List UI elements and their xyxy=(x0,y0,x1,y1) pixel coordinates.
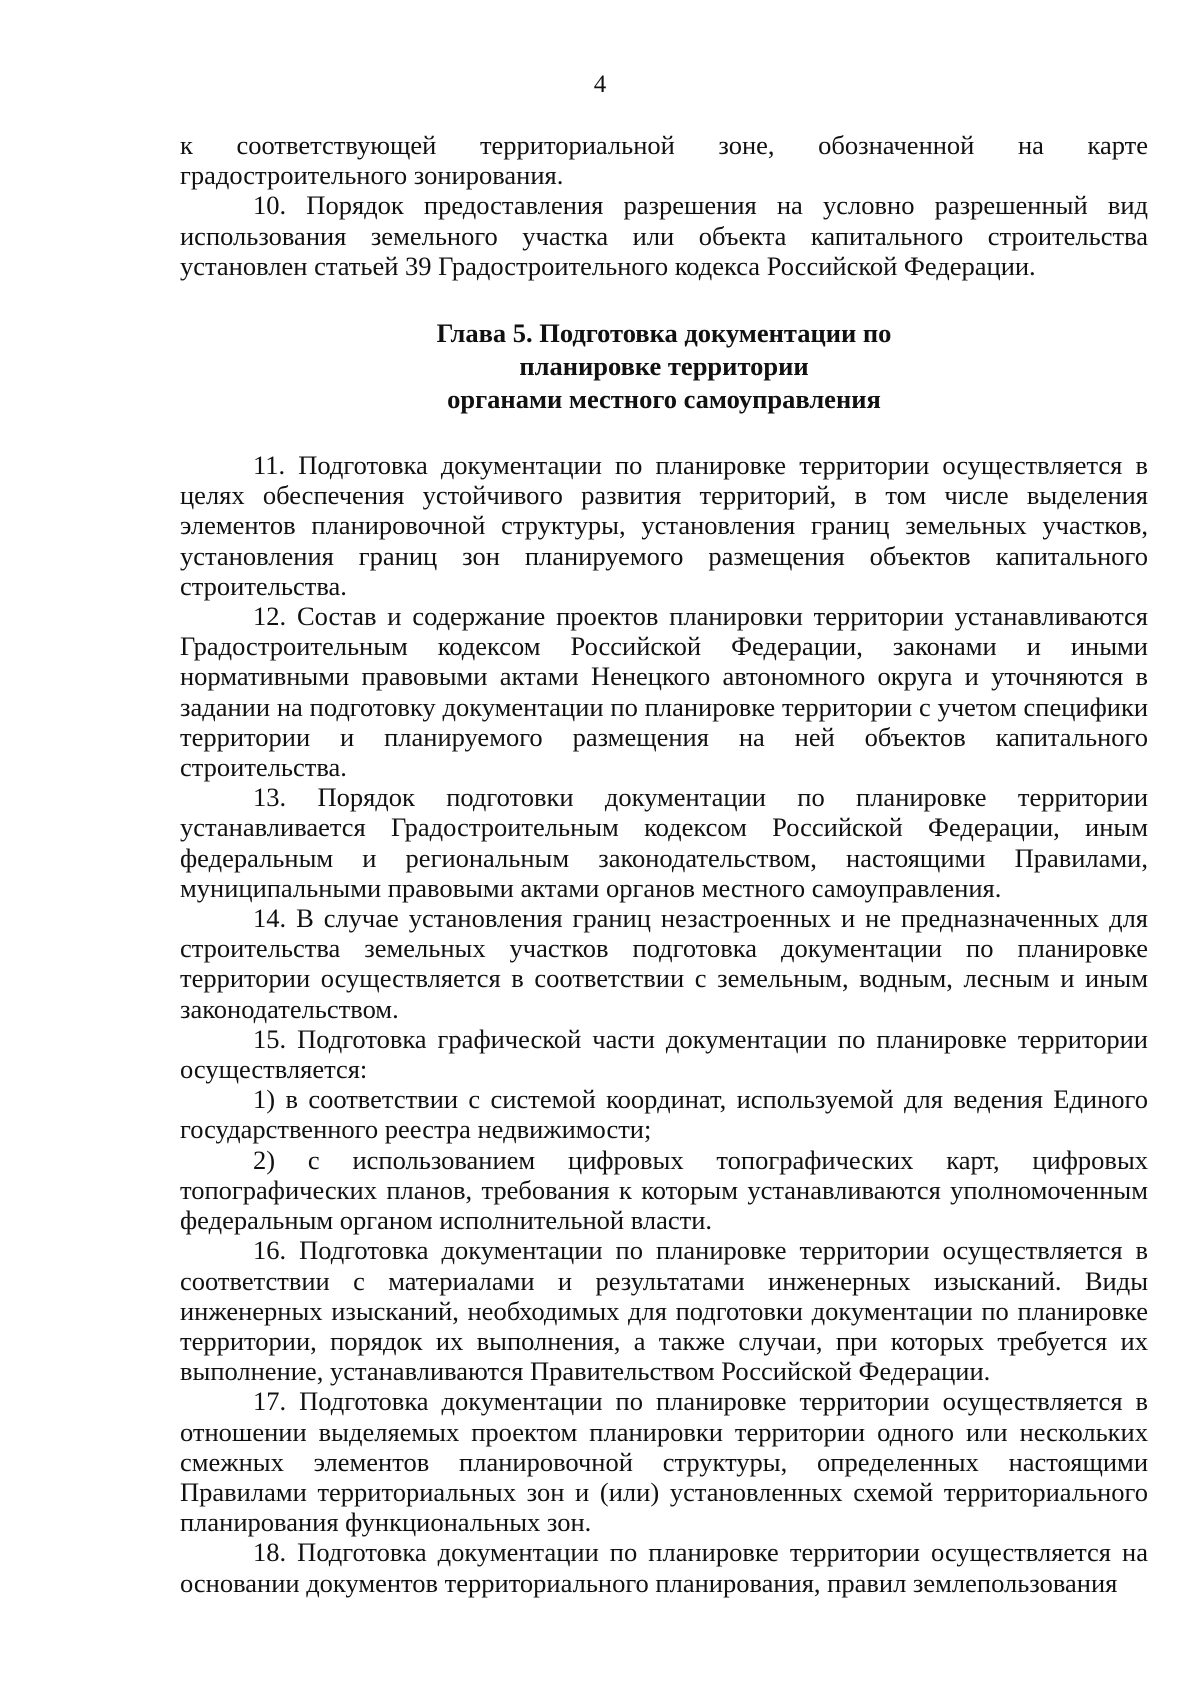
chapter-heading xyxy=(180,317,1148,416)
paragraph-15-item-1: 1) в соответствии с системой координат, используемой для ведения Единого государственного реестра недвижимости; xyxy=(180,1084,1148,1145)
chapter-heading-line-2: планировке территории xyxy=(519,351,809,382)
paragraph-11: 11. Подготовка документации по планировке территории осуществляется в целях обеспечения устойчивого развития территорий, в том числе выделения элементов планировочной структуры, установления границ земельных участков, установления границ зон планируемого размещения объектов капитального строительства. xyxy=(180,450,1148,601)
paragraph-14: 14. В случае установления границ незастроенных и не предназначенных для строительства земельных участков подготовка документации по планировке территории осуществляется в соответствии с земельным, водным, лесным и иным законодательством. xyxy=(180,903,1148,1024)
page-number: 4 xyxy=(593,71,607,98)
paragraph-10: 10. Порядок предоставления разрешения на условно разрешенный вид использования земельного участка или объекта капитального строительства установлен статьей 39 Градостроительного кодекса Российской Федерации. xyxy=(180,190,1148,281)
paragraph-15-item-2: 2) с использованием цифровых топографических карт, цифровых топографических планов, требования к которым устанавливаются уполномоченным федеральным органом исполнительной власти. xyxy=(180,1144,1148,1236)
chapter-heading-line-1: Глава 5. Подготовка документации по xyxy=(436,318,892,349)
paragraph-12: 12. Состав и содержание проектов планировки территории устанавливаются Градостроительным кодексом Российской Федерации, законами и иными нормативными правовыми актами Ненецкого автономного округа и уточняются в задании на подготовку документации по планировке территории с учетом специфики территории и планируемого размещения на ней объектов капитального строительства. xyxy=(180,601,1148,783)
paragraph-16: 16. Подготовка документации по планировке территории осуществляется в соответствии с материалами и результатами инженерных изысканий. Виды инженерных изысканий, необходимых для подготовки документации по планировке территории, порядок их выполнения, а также случаи, при которых требуется их выполнение, устанавливаются Правительством Российской Федерации. xyxy=(180,1235,1148,1387)
paragraph-15: 15. Подготовка графической части документации по планировке территории осуществляется: xyxy=(180,1023,1148,1085)
paragraph-18: 18. Подготовка документации по планировке территории осуществляется на основании документов территориального планирования, правил землепользования xyxy=(180,1537,1148,1598)
chapter-heading-line-3: органами местного самоуправления xyxy=(447,384,881,415)
document-body xyxy=(180,130,1148,1598)
paragraph-continuation: к соответствующей территориальной зоне, обозначенной на карте градостроительного зонирования. xyxy=(180,130,1148,191)
paragraph-17: 17. Подготовка документации по планировке территории осуществляется в отношении выделяемых проектом планировки территории одного или нескольких смежных элементов планировочной структуры, определенных настоящими Правилами территориальных зон и (или) установленных схемой территориального планирования функциональных зон. xyxy=(180,1386,1148,1538)
paragraph-13: 13. Порядок подготовки документации по планировке территории устанавливается Градостроительным кодексом Российской Федерации, иным федеральным и региональным законодательством, настоящими Правилами, муниципальными правовыми актами органов местного самоуправления. xyxy=(180,782,1148,903)
